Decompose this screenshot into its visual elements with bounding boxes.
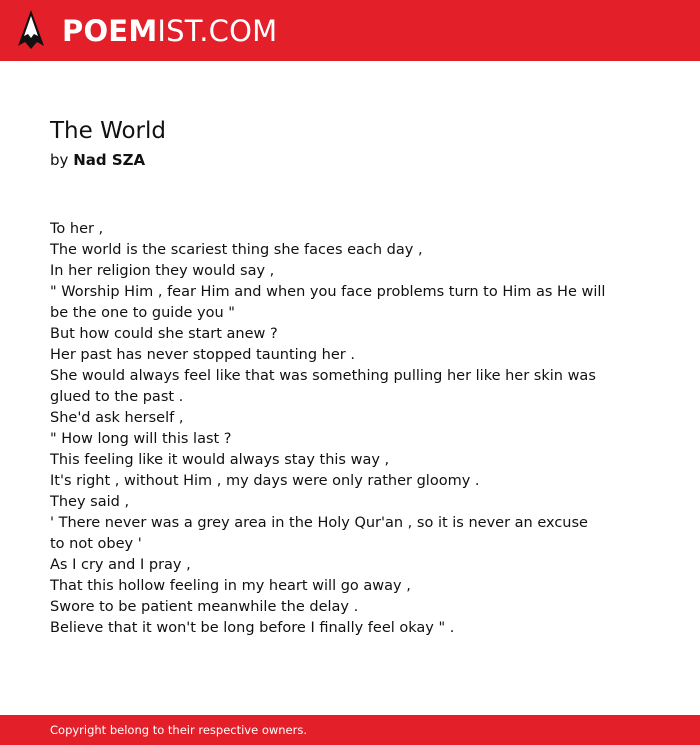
poem-line: She'd ask herself , (50, 410, 184, 426)
poem-line: To her , (50, 221, 104, 237)
poem-line: be the one to guide you " (50, 305, 235, 321)
pencil-tip-icon[interactable] (18, 10, 44, 52)
poem-line: As I cry and I pray , (50, 557, 191, 573)
site-logo-text[interactable] (62, 13, 277, 49)
author-name: Nad SZA (73, 151, 146, 169)
poem-line: " Worship Him , fear Him and when you face problems turn to Him as He will (50, 284, 606, 300)
brand-light: IST.COM (157, 14, 278, 48)
poem-line: to not obey ' (50, 536, 142, 552)
poem-line: Her past has never stopped taunting her . (50, 347, 355, 363)
poem-line: It's right , without Him , my days were only rather gloomy . (50, 473, 480, 489)
brand-bold: POEM (62, 14, 158, 48)
poem-title: The World (50, 118, 166, 144)
poem-line: glued to the past . (50, 389, 184, 405)
poem-line: She would always feel like that was something pulling her like her skin was (50, 368, 596, 384)
poem-line: The world is the scariest thing she faces each day , (50, 242, 423, 258)
poem-line: That this hollow feeling in my heart will go away , (50, 578, 411, 594)
poem-line: In her religion they would say , (50, 263, 275, 279)
copyright-text: Copyright belong to their respective owners. (50, 723, 308, 737)
poem-line: But how could she start anew ? (50, 326, 278, 342)
poem-line: ' There never was a grey area in the Holy Qur'an , so it is never an excuse (50, 515, 588, 531)
site-header (0, 0, 700, 61)
byline (50, 150, 145, 170)
poem-line: " How long will this last ? (50, 431, 232, 447)
site-footer (0, 715, 700, 745)
poem-body (50, 219, 610, 639)
poem-line: Believe that it won't be long before I finally feel okay " . (50, 620, 455, 636)
poem-line: Swore to be patient meanwhile the delay . (50, 599, 359, 615)
poem-line: They said , (50, 494, 130, 510)
by-prefix: by (50, 151, 69, 169)
poem-line: This feeling like it would always stay this way , (50, 452, 390, 468)
